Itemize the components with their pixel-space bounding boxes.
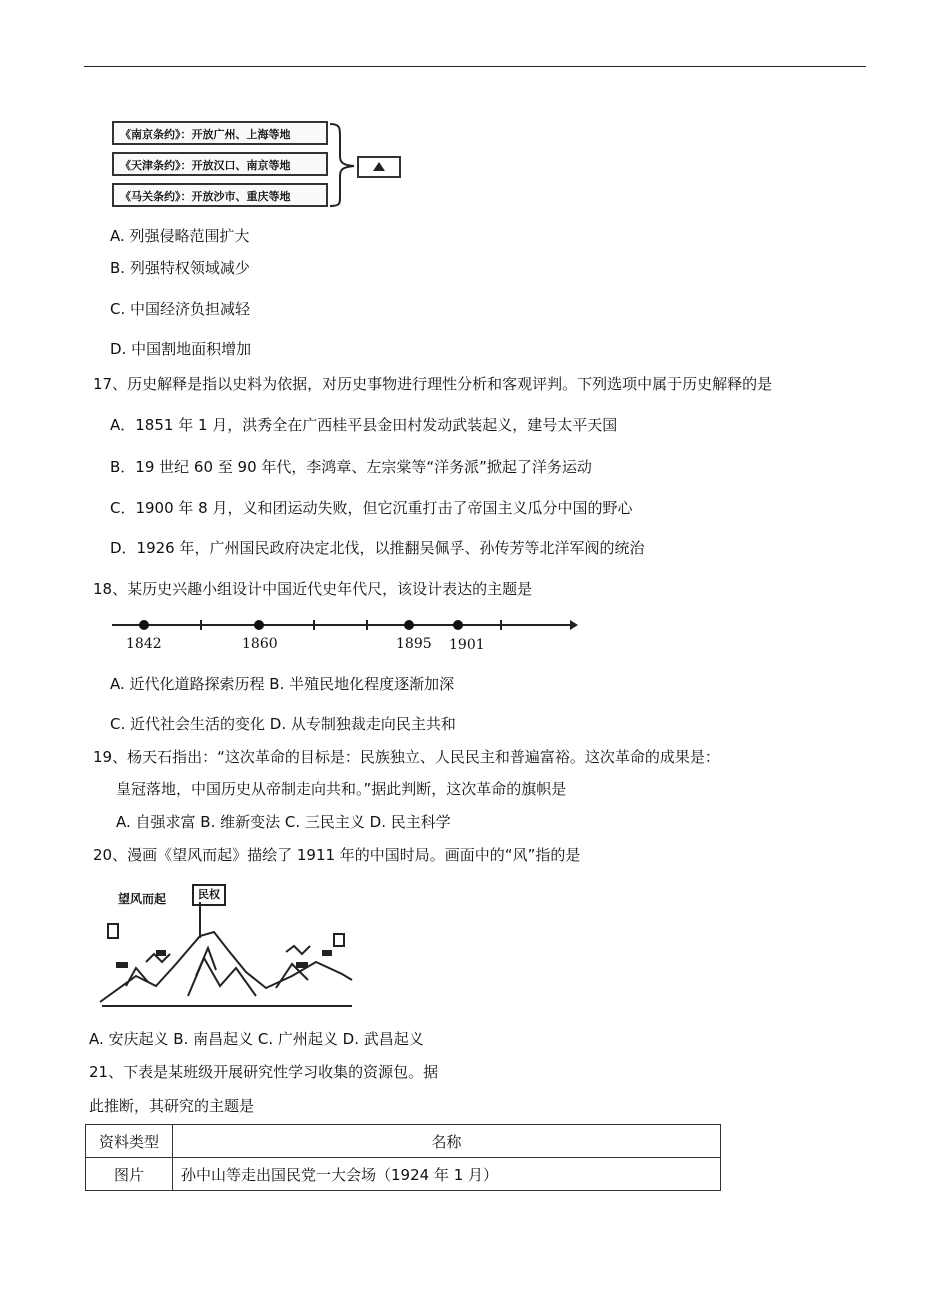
cartoon-title: 望风而起 <box>118 892 167 906</box>
timeline-year-1901: 1901 <box>449 637 485 653</box>
timeline-axis <box>108 612 580 634</box>
table-row <box>86 1158 721 1191</box>
table-cell: 图片 <box>86 1158 173 1191</box>
q21-stem-line2: 此推断，其研究的主题是 <box>89 1097 255 1115</box>
treaty-box-maguan: 《马关条约》：开放沙市、重庆等地 <box>112 183 328 207</box>
q19-stem-line1: 19、杨天石指出：“这次革命的目标是：民族独立、人民民主和普遍富裕。这次革命的成果是： <box>93 748 720 766</box>
q17-option-c: C．1900 年 8 月，义和团运动失败，但它沉重打击了帝国主义瓜分中国的野心 <box>110 499 633 517</box>
timeline-year-1860: 1860 <box>242 636 278 652</box>
q17-stem: 17、历史解释是指以史料为依据，对历史事物进行理性分析和客观评判。下列选项中属于历史解释的是 <box>93 375 773 393</box>
table-header-cell: 资料类型 <box>86 1125 173 1158</box>
mountain-sketch-icon <box>96 876 356 1012</box>
q16-option-c: C. 中国经济负担减轻 <box>110 300 251 318</box>
header-rule <box>84 66 866 67</box>
q20-stem: 20、漫画《望风而起》描绘了 1911 年的中国时局。画面中的“风”指的是 <box>93 846 581 864</box>
treaty-box-tianjin: 《天津条约》：开放汉口、南京等地 <box>112 152 328 176</box>
timeline-year-1842: 1842 <box>126 636 162 652</box>
q21-stem-line1: 21、下表是某班级开展研究性学习收集的资源包。据 <box>89 1063 439 1081</box>
table-header-row <box>86 1125 721 1158</box>
q17-option-a: A．1851 年 1 月，洪秀全在广西桂平县金田村发动武装起义，建号太平天国 <box>110 416 618 434</box>
table-header-cell: 名称 <box>173 1125 721 1158</box>
cartoon-flag: 民权 <box>192 884 226 906</box>
answer-placeholder-box <box>357 156 401 178</box>
curly-brace-icon <box>328 122 358 208</box>
q16-option-b: B. 列强特权领域减少 <box>110 259 250 277</box>
q16-option-d: D. 中国割地面积增加 <box>110 340 252 358</box>
timeline-year-1895: 1895 <box>396 636 432 652</box>
q17-option-d: D．1926 年，广州国民政府决定北伐，以推翻吴佩孚、孙传芳等北洋军阀的统治 <box>110 539 645 557</box>
q20-options: A. 安庆起义 B. 南昌起义 C. 广州起义 D. 武昌起义 <box>89 1030 424 1048</box>
cartoon-image <box>96 876 356 1012</box>
treaty-box-nanjing: 《南京条约》：开放广州、上海等地 <box>112 121 328 145</box>
q19-options: A. 自强求富 B. 维新变法 C. 三民主义 D. 民主科学 <box>116 813 451 831</box>
q18-stem: 18、某历史兴趣小组设计中国近代史年代尺，该设计表达的主题是 <box>93 580 533 598</box>
triangle-icon <box>373 162 385 171</box>
resource-table <box>85 1124 721 1191</box>
q17-option-b: B．19 世纪 60 至 90 年代，李鸿章、左宗棠等“洋务派”掀起了洋务运动 <box>110 458 592 476</box>
q16-option-a: A. 列强侵略范围扩大 <box>110 227 250 245</box>
q18-options-line2: C. 近代社会生活的变化 D. 从专制独裁走向民主共和 <box>110 715 456 733</box>
table-cell: 孙中山等走出国民党一大会场（1924 年 1 月） <box>173 1158 721 1191</box>
q19-stem-line2: 皇冠落地，中国历史从帝制走向共和。”据此判断，这次革命的旗帜是 <box>116 780 567 798</box>
q18-options-line1: A. 近代化道路探索历程 B. 半殖民地化程度逐渐加深 <box>110 675 455 693</box>
